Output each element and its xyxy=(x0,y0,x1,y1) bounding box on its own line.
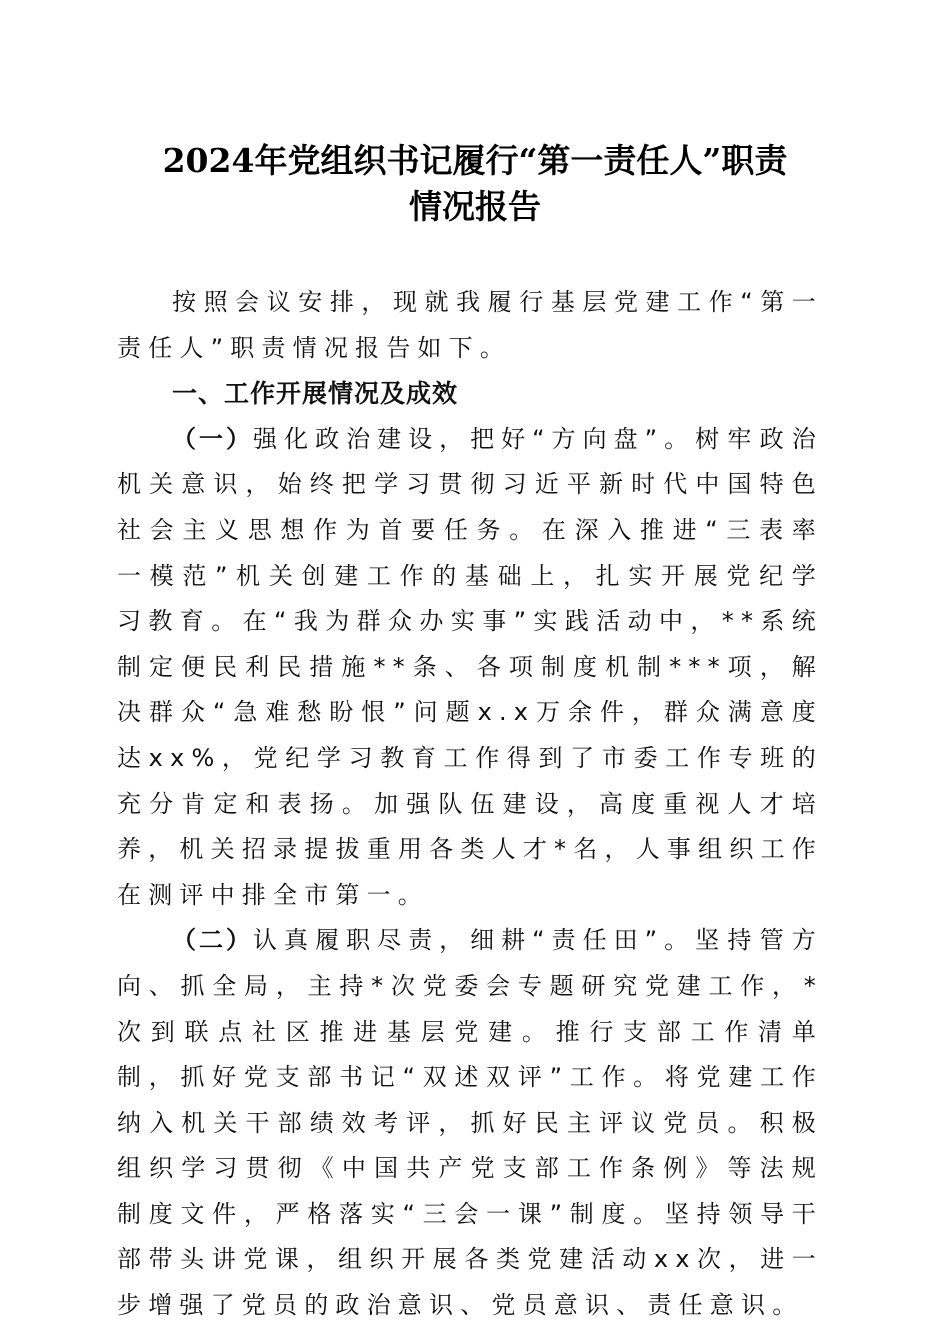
document-body xyxy=(117,280,823,1329)
title-line-1: 2024年党组织书记履行“第一责任人”职责 xyxy=(162,141,788,180)
item-title: 认真履职尽责，细耕“责任田”。 xyxy=(253,926,696,955)
item-label: （二） xyxy=(172,926,254,955)
item-paragraph-2 xyxy=(117,918,823,1328)
document-title xyxy=(100,138,850,230)
item-paragraph-1 xyxy=(117,417,823,919)
item-text: 树牢政治机关意识，始终把学习贯彻习近平新时代中国特色社会主义思想作为首要任务。在深入推进“三表率一模范”机关创建工作的基础上，扎实开展党纪学习教育。在“我为群众办实事”实践活动中，**系统制定便民利民措施**条、各项制度机制***项，解决群众“急难愁盼恨”问题x.x万余件，群众满意度达xx%，党纪学习教育工作得到了市委工作专班的充分肯定和表扬。加强队伍建设，高度重视人才培养，机关招录提拔重用各类人才*名，人事组织工作在测评中排全市第一。 xyxy=(117,424,823,909)
section-heading: 一、工作开展情况及成效 xyxy=(172,379,459,409)
item-title: 强化政治建设，把好“方向盘”。 xyxy=(253,424,696,453)
item-text: 坚持管方向、抓全局，主持*次党委会专题研究党建工作，*次到联点社区推进基层党建。推行支部工作清单制，抓好党支部书记“双述双评”工作。将党建工作纳入机关干部绩效考评，抓好民主评议党员。积极组织学习贯彻《中国共产党支部工作条例》等法规制度文件，严格落实“三会一课”制度。坚持领导干部带头讲党课，组织开展各类党建活动xx次，进一步增强了党员的政治意识、党员意识、责任意识。 xyxy=(117,926,823,1320)
title-line-2: 情况报告 xyxy=(409,187,541,226)
intro-paragraph: 按照会议安排，现就我履行基层党建工作“第一责任人”职责情况报告如下。 xyxy=(117,288,823,362)
item-label: （一） xyxy=(172,424,254,453)
